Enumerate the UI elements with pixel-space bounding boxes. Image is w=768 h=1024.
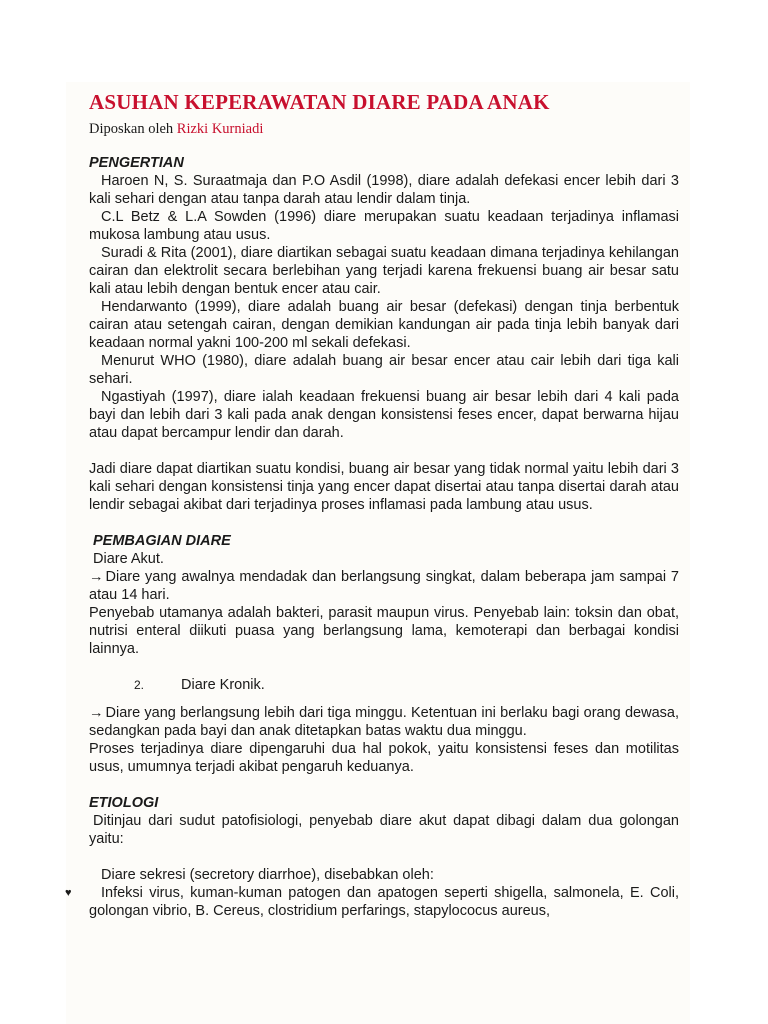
author-link[interactable]: Rizki Kurniadi bbox=[176, 121, 264, 137]
paragraph: C.L Betz & L.A Sowden (1996) diare merupakan suatu keadaan terjadinya inflamasi mukosa lambung atau usus. bbox=[89, 209, 679, 243]
diare-akut-definition bbox=[89, 568, 679, 604]
summary-paragraph: Jadi diare dapat diartikan suatu kondisi, buang air besar yang tidak normal yaitu lebih dari 3 kali sehari dengan konsistensi tinja yang encer dapat disertai atau tanpa disertai darah atau lendir sebagai akibat dari terjadinya proses inflamasi pada lambung atau usus. bbox=[89, 461, 679, 513]
paragraph: Ngastiyah (1997), diare ialah keadaan frekuensi buang air besar lebih dari 4 kali pada bayi dan lebih dari 3 kali pada anak dengan konsistensi feses encer, dapat berwarna hijau atau dapat bercampur lendir dan darah. bbox=[89, 389, 679, 441]
list-item-kronik bbox=[89, 676, 679, 694]
diare-akut-definition-text: Diare yang awalnya mendadak dan berlangsung singkat, dalam beberapa jam sampai 7 atau 14 hari. bbox=[89, 569, 679, 603]
diare-kronik-label: Diare Kronik. bbox=[181, 677, 265, 693]
heading-etiologi: ETIOLOGI bbox=[89, 795, 159, 811]
diare-sekresi: Diare sekresi (secretory diarrhoe), disebabkan oleh: bbox=[101, 867, 434, 883]
diare-kronik-process: Proses terjadinya diare dipengaruhi dua hal pokok, yaitu konsistensi feses dan motilitas usus, umumnya terjadi akibat pengaruh keduanya. bbox=[89, 741, 679, 775]
page-title: ASUHAN KEPERAWATAN DIARE PADA ANAK bbox=[89, 90, 550, 114]
arrow-icon: → bbox=[89, 705, 104, 721]
diare-kronik-definition bbox=[89, 704, 679, 740]
heart-bullet-icon: ♥ bbox=[65, 887, 72, 899]
diare-akut-cause: Penyebab utamanya adalah bakteri, parasit maupun virus. Penyebab lain: toksin dan obat, nutrisi enteral diikuti puasa yang berlangsung lama, kemoterapi dan berbagai kondisi lainnya. bbox=[89, 605, 679, 657]
infeksi-text: Infeksi virus, kuman-kuman patogen dan apatogen seperti shigella, salmonela, E. Coli, golongan vibrio, B. Cereus, clostridium perfarings, stapylococus aureus, bbox=[89, 885, 679, 919]
diare-akut-label: Diare Akut. bbox=[93, 551, 164, 567]
bullet-item bbox=[65, 884, 679, 920]
paragraph: Menurut WHO (1980), diare adalah buang air besar encer atau cair lebih dari tiga kali sehari. bbox=[89, 353, 679, 387]
heading-pembagian: PEMBAGIAN DIARE bbox=[93, 533, 231, 549]
document-content bbox=[65, 90, 679, 920]
paragraph: Haroen N, S. Suraatmaja dan P.O Asdil (1998), diare adalah defekasi encer lebih dari 3 kali sehari dengan atau tanpa darah atau lendir dalam tinja. bbox=[89, 173, 679, 207]
paragraph: Suradi & Rita (2001), diare diartikan sebagai suatu keadaan dimana terjadinya kehilangan cairan dan elektrolit secara berlebihan yang terjadi karena frekuensi buang air besar satu kali atau lebih dengan bentuk encer atau cair. bbox=[89, 245, 679, 297]
list-number: 2. bbox=[134, 678, 145, 692]
arrow-icon: → bbox=[89, 569, 104, 585]
heading-pengertian: PENGERTIAN bbox=[89, 155, 184, 171]
diare-kronik-definition-text: Diare yang berlangsung lebih dari tiga minggu. Ketentuan ini berlaku bagi orang dewasa, sedangkan pada bayi dan anak ditetapkan batas waktu dua minggu. bbox=[89, 705, 679, 739]
byline bbox=[89, 121, 679, 138]
etiologi-intro: Ditinjau dari sudut patofisiologi, penyebab diare akut dapat dibagi dalam dua golongan yaitu: bbox=[89, 813, 679, 847]
byline-prefix: Diposkan oleh bbox=[89, 121, 174, 137]
paragraph: Hendarwanto (1999), diare adalah buang air besar (defekasi) dengan tinja berbentuk cairan atau setengah cairan, dengan demikian kandungan air pada tinja lebih banyak dari keadaan normal yakni 100-200 ml sekali defekasi. bbox=[89, 299, 679, 351]
